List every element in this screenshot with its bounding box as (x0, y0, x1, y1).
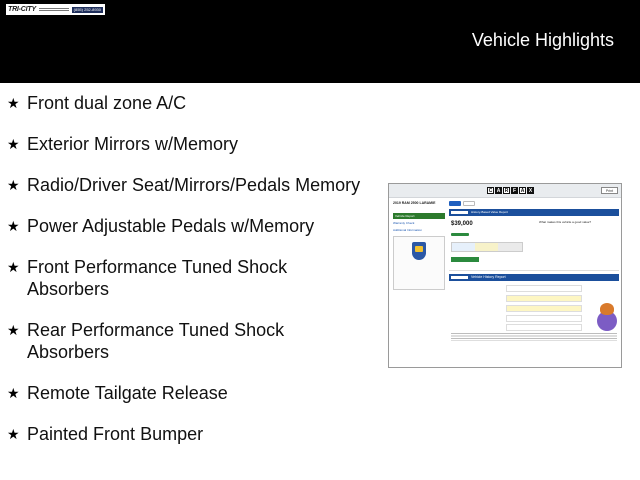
report-paragraph (451, 333, 617, 341)
shield-icon (412, 242, 426, 260)
carfax-fox-icon (597, 311, 617, 331)
vehicle-price: $39,000 (451, 221, 473, 227)
list-item (7, 92, 367, 114)
page-title: Vehicle Highlights (471, 30, 614, 50)
print-button[interactable]: Print (601, 187, 618, 194)
star-icon: ★ (7, 259, 20, 275)
list-item (7, 256, 367, 300)
list-item (7, 319, 367, 363)
feature-label: Rear Performance Tuned Shock Absorbers (27, 320, 285, 362)
dealer-logo-name: TRI-CITY (8, 6, 36, 13)
star-icon: ★ (7, 177, 20, 193)
list-item (7, 423, 367, 445)
history-row (506, 295, 582, 302)
vehicle-title: 2019 RAM 2500 LARAMIE (393, 201, 436, 205)
star-icon: ★ (7, 136, 20, 152)
dealer-logo[interactable] (6, 4, 105, 15)
carfax-tabs (449, 201, 619, 206)
carfax-report-thumbnail[interactable] (388, 183, 622, 368)
value-badge (451, 233, 469, 236)
vin-placeholder (393, 205, 445, 209)
tab-other[interactable] (463, 201, 475, 206)
carfax-topbar (389, 184, 621, 198)
star-icon: ★ (7, 426, 20, 442)
history-row (506, 305, 582, 312)
carfax-logo-letter: F (512, 188, 517, 194)
feature-list (7, 92, 367, 464)
sidebar-item-vehicle-report[interactable]: Vehicle Report (393, 213, 445, 219)
list-item (7, 382, 367, 404)
feature-label: Power Adjustable Pedals w/Memory (27, 216, 315, 236)
feature-label: Exterior Mirrors w/Memory (27, 134, 239, 154)
dealer-phone: (855) 252-8930 (73, 6, 101, 12)
good-value-title: What makes this vehicle a good value? (539, 220, 592, 224)
carfax-logo-letter: A (496, 188, 501, 194)
history-row (506, 285, 582, 292)
value-report-bar: History-Based Value Report (449, 209, 619, 216)
feature-label: Remote Tailgate Release (27, 383, 228, 403)
page-header (0, 0, 640, 83)
carfax-logo-letter: R (504, 188, 509, 194)
feature-label: Radio/Driver Seat/Mirrors/Pedals Memory (27, 175, 361, 195)
history-rows (449, 281, 619, 341)
star-icon: ★ (7, 322, 20, 338)
star-icon: ★ (7, 385, 20, 401)
list-item (7, 133, 367, 155)
sidebar-item-additional[interactable]: Additional Information (393, 228, 423, 232)
sidebar-item-warranty[interactable]: Warranty Check (393, 221, 415, 225)
list-item (7, 215, 367, 237)
history-report-bar: Vehicle History Report (449, 274, 619, 281)
history-row (506, 324, 582, 331)
feature-label: Front dual zone A/C (27, 93, 187, 113)
value-scale (451, 242, 523, 252)
badge-text (396, 263, 442, 266)
feature-label: Front Performance Tuned Shock Absorbers (27, 257, 288, 299)
carfax-logo-letter: C (488, 188, 493, 194)
dealer-badge (393, 236, 445, 290)
carfax-logo-letter: X (528, 188, 533, 194)
star-icon: ★ (7, 95, 20, 111)
view-details-button[interactable] (451, 257, 479, 262)
carfax-logo (487, 187, 534, 194)
carfax-logo-letter: A (520, 188, 525, 194)
tab-report[interactable] (449, 201, 461, 206)
carfax-main (449, 201, 619, 341)
carfax-sidebar (393, 201, 445, 290)
feature-label: Painted Front Bumper (27, 424, 204, 444)
star-icon: ★ (7, 218, 20, 234)
history-row (506, 315, 582, 322)
value-section (449, 216, 619, 271)
list-item (7, 174, 367, 196)
logo-divider (39, 8, 69, 11)
